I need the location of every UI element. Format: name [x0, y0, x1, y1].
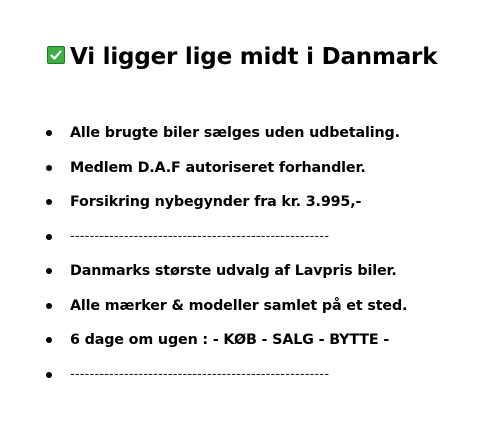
- list-item-text: Alle brugte biler sælges uden udbetaling.: [70, 125, 400, 141]
- bullet-icon: [46, 372, 52, 378]
- list-item-text: Alle mærker & modeller samlet på et sted.: [70, 297, 408, 314]
- list-item-text: Forsikring nybegynder fra kr. 3.995,-: [70, 194, 362, 210]
- list-item-text: Danmarks største udvalg af Lavpris biler.: [70, 263, 397, 279]
- separator-line: -----------------------------------------------------: [70, 366, 330, 382]
- bullet-icon: [46, 303, 52, 309]
- bullet-icon: [46, 165, 52, 171]
- check-box-icon: [47, 46, 65, 64]
- bullet-icon: [46, 199, 52, 205]
- page-heading: [47, 44, 437, 70]
- bullet-icon: [46, 234, 52, 240]
- bullet-icon: [46, 337, 52, 343]
- bullet-icon: [46, 268, 52, 274]
- bullet-icon: [46, 130, 52, 136]
- list-item-text: Medlem D.A.F autoriseret forhandler.: [70, 159, 366, 176]
- separator-line: -----------------------------------------------------: [70, 228, 330, 244]
- list-item-text: 6 dage om ugen : - KØB - SALG - BYTTE -: [70, 332, 390, 348]
- page-title: Vi ligger lige midt i Danmark: [70, 44, 438, 70]
